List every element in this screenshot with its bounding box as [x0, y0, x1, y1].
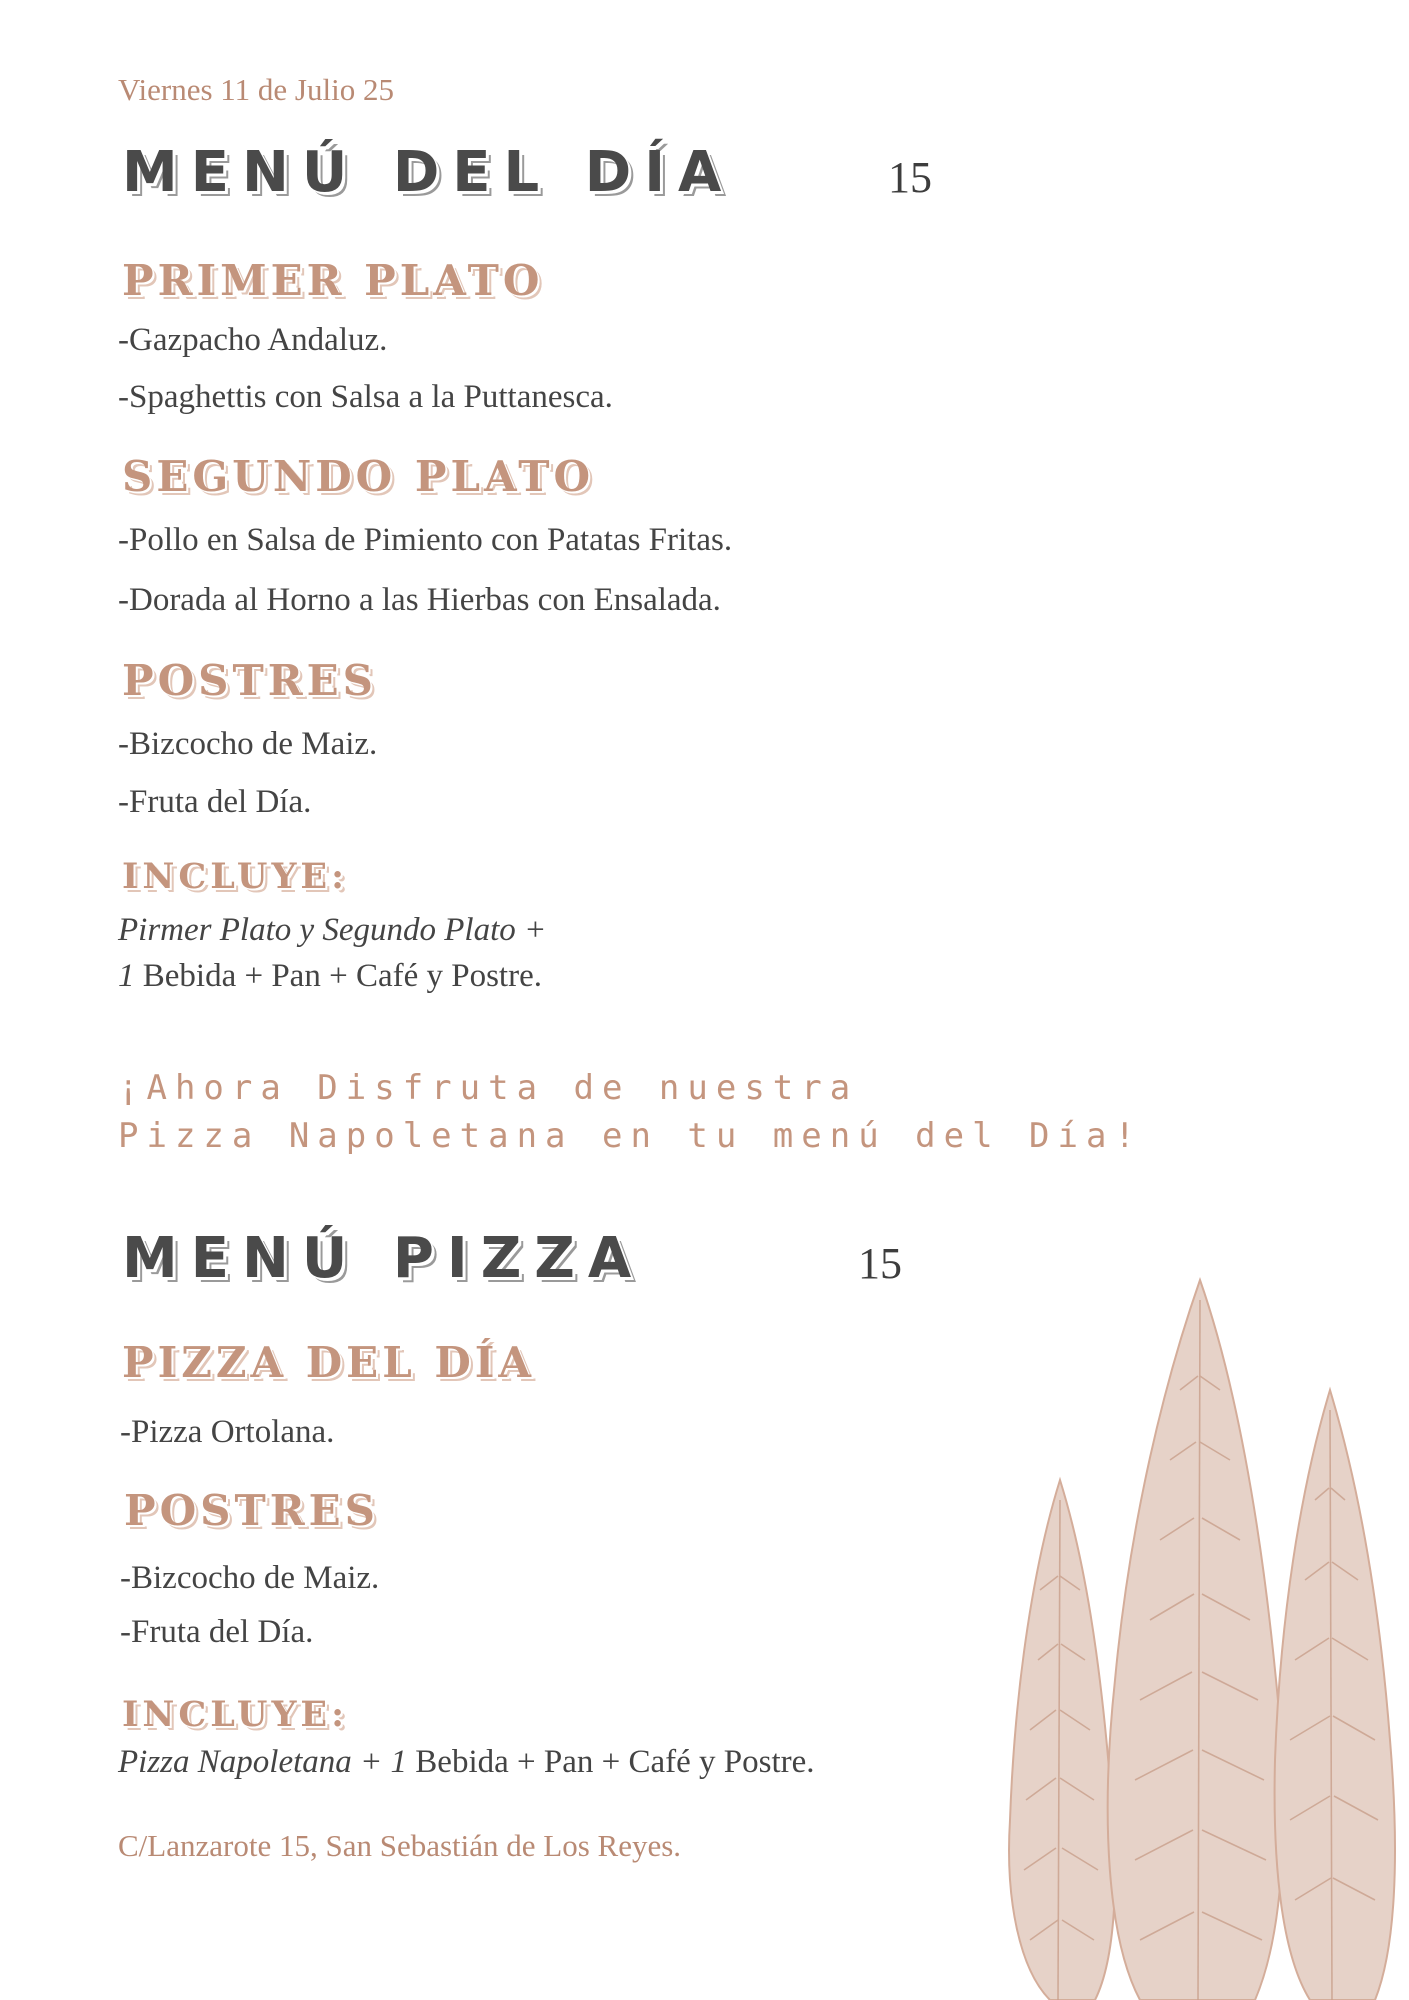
pizza-postres-item: -Bizcocho de Maiz.	[120, 1560, 380, 1596]
menu-pizza-title: MENÚ PIZZA	[122, 1226, 645, 1291]
primer-plato-item: -Gazpacho Andaluz.	[118, 322, 388, 358]
menu-del-dia-price: 15	[888, 153, 932, 202]
pizza-postres-item: -Fruta del Día.	[120, 1614, 314, 1650]
promo-text	[118, 1064, 1143, 1160]
pizza-incluye-heading: INCLUYE:	[122, 1694, 349, 1735]
menu-pizza-price: 15	[858, 1239, 902, 1288]
primer-plato-item: -Spaghettis con Salsa a la Puttanesca.	[118, 379, 613, 415]
incluye-line: Pirmer Plato y Segundo Plato +	[118, 912, 547, 948]
cypress-trees-icon	[990, 1260, 1409, 2000]
promo-line: Pizza Napoletana en tu menú del Día!	[118, 1116, 1143, 1156]
incluye-line	[118, 958, 542, 995]
incluye-heading: INCLUYE:	[122, 856, 349, 897]
incluye-rest: Bebida + Pan + Café y Postre.	[134, 958, 542, 994]
postres-heading: POSTRES	[122, 656, 378, 705]
segundo-plato-item: -Pollo en Salsa de Pimiento con Patatas Fritas.	[118, 522, 733, 558]
menu-del-dia-title: MENÚ DEL DÍA	[122, 140, 735, 205]
address: C/Lanzarote 15, San Sebastián de Los Reyes.	[118, 1828, 682, 1863]
primer-plato-heading: PRIMER PLATO	[122, 256, 544, 305]
postres-item: -Bizcocho de Maiz.	[118, 726, 378, 762]
postres-item: -Fruta del Día.	[118, 784, 312, 820]
promo-line: ¡Ahora Disfruta de nuestra	[118, 1068, 859, 1108]
pizza-incluye-rest: Bebida + Pan + Café y Postre.	[407, 1744, 815, 1780]
pizza-incluye-line	[118, 1744, 815, 1781]
menu-date: Viernes 11 de Julio 25	[118, 72, 394, 107]
incluye-count: 1	[118, 958, 135, 994]
pizza-item: -Pizza Ortolana.	[120, 1414, 335, 1450]
pizza-del-dia-heading: PIZZA DEL DÍA	[122, 1338, 535, 1387]
pizza-postres-heading: POSTRES	[124, 1486, 380, 1535]
segundo-plato-item: -Dorada al Horno a las Hierbas con Ensalada.	[118, 582, 721, 618]
segundo-plato-heading: SEGUNDO PLATO	[122, 452, 595, 501]
pizza-incluye-italic: Pizza Napoletana + 1	[118, 1744, 408, 1780]
